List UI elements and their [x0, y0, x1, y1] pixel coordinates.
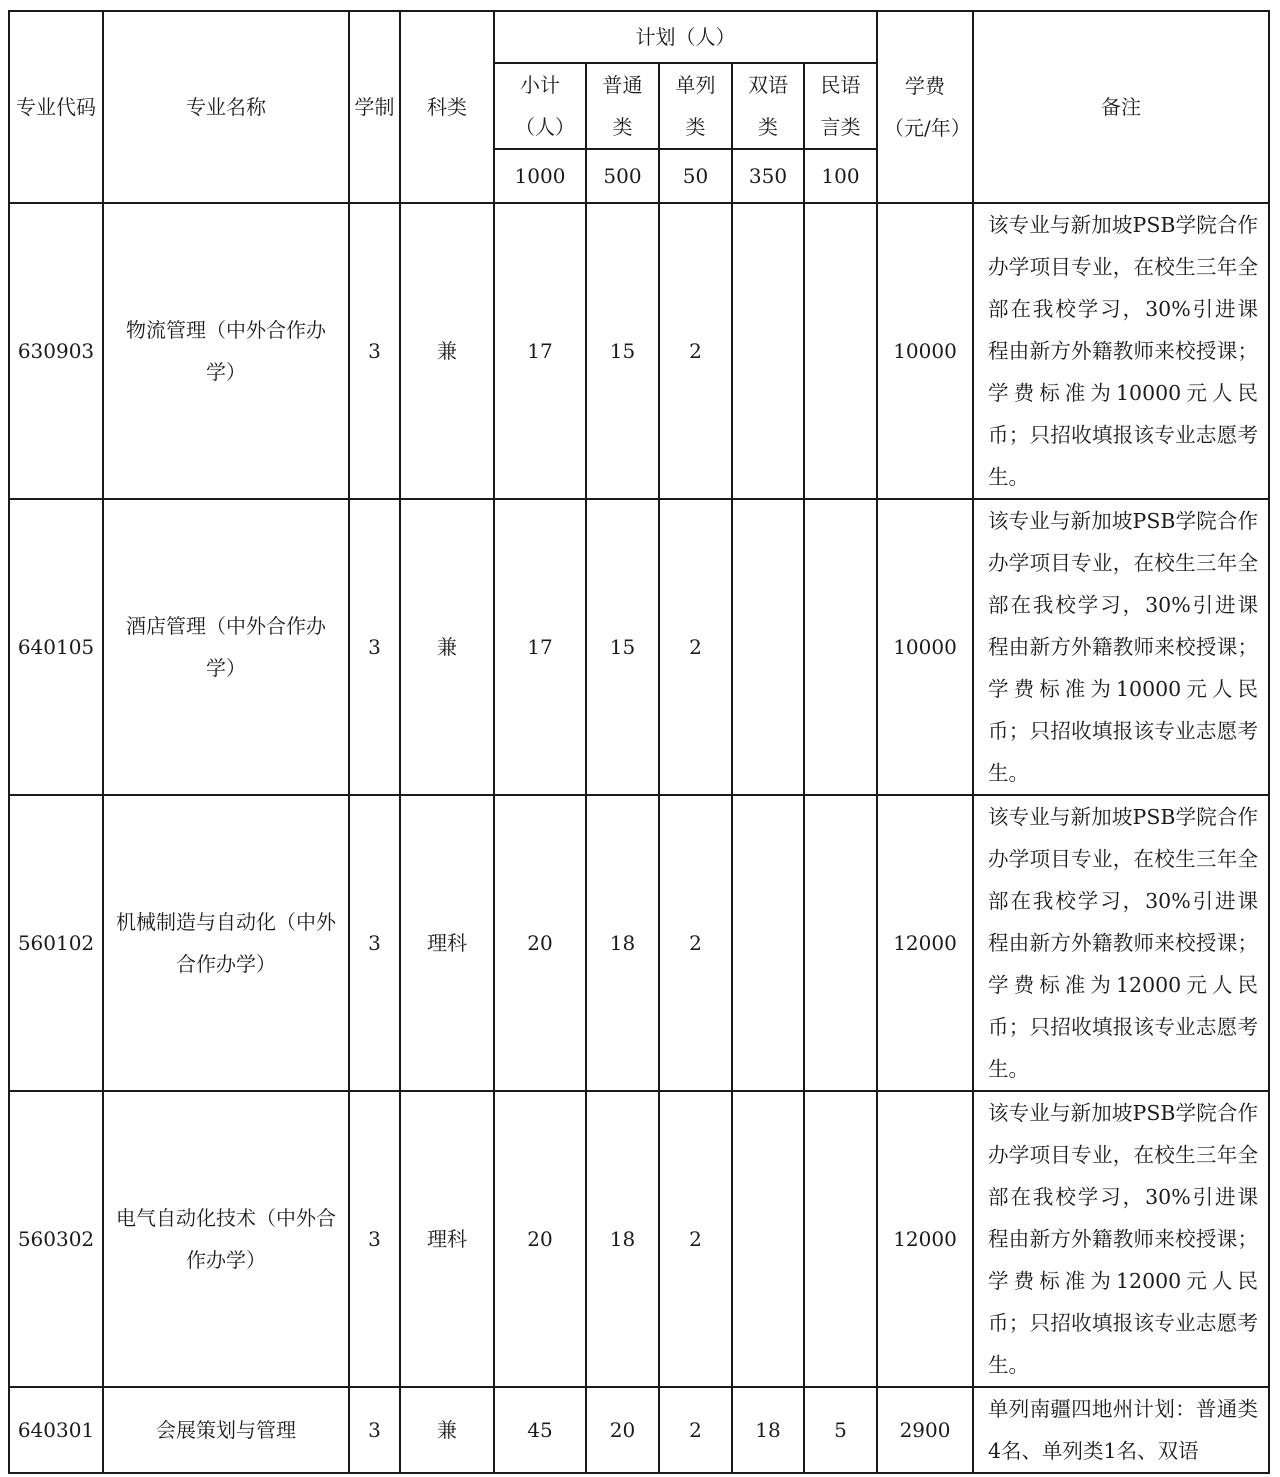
header-subtotal: 小计（人）: [494, 63, 586, 149]
row-category: 理科: [400, 795, 494, 1091]
table-row: [9, 1387, 1269, 1473]
header-separate: 单列类: [659, 63, 732, 149]
row-minority: [804, 499, 877, 795]
total-minority: 100: [804, 149, 877, 203]
row-minority: [804, 795, 877, 1091]
header-duration: 学制: [349, 11, 400, 203]
row-bilingual: [732, 203, 804, 499]
header-code: 专业代码: [9, 11, 103, 203]
header-bilingual: 双语类: [732, 63, 804, 149]
row-regular: 20: [586, 1387, 659, 1473]
row-duration: 3: [349, 1387, 400, 1473]
row-separate: 2: [659, 499, 732, 795]
row-category: 兼: [400, 203, 494, 499]
header-name: 专业名称: [103, 11, 349, 203]
header-regular: 普通类: [586, 63, 659, 149]
table-row: [9, 795, 1269, 1091]
row-tuition: 10000: [877, 203, 973, 499]
table-row: [9, 1091, 1269, 1387]
row-tuition: 12000: [877, 1091, 973, 1387]
row-subtotal: 45: [494, 1387, 586, 1473]
row-minority: [804, 1091, 877, 1387]
total-separate: 50: [659, 149, 732, 203]
row-code: 560102: [9, 795, 103, 1091]
row-separate: 2: [659, 1091, 732, 1387]
row-duration: 3: [349, 499, 400, 795]
total-regular: 500: [586, 149, 659, 203]
header-category: 科类: [400, 11, 494, 203]
row-tuition: 12000: [877, 795, 973, 1091]
row-code: 560302: [9, 1091, 103, 1387]
row-subtotal: 17: [494, 203, 586, 499]
row-duration: 3: [349, 203, 400, 499]
enrollment-plan-table: [8, 10, 1270, 1474]
row-code: 630903: [9, 203, 103, 499]
row-name: 机械制造与自动化（中外合作办学）: [103, 795, 349, 1091]
row-category: 兼: [400, 499, 494, 795]
row-regular: 18: [586, 795, 659, 1091]
header-remarks: 备注: [973, 11, 1269, 203]
row-code: 640301: [9, 1387, 103, 1473]
row-separate: 2: [659, 203, 732, 499]
row-bilingual: [732, 795, 804, 1091]
total-bilingual: 350: [732, 149, 804, 203]
row-regular: 15: [586, 203, 659, 499]
row-subtotal: 17: [494, 499, 586, 795]
row-name: 电气自动化技术（中外合作办学）: [103, 1091, 349, 1387]
row-duration: 3: [349, 795, 400, 1091]
row-separate: 2: [659, 795, 732, 1091]
row-subtotal: 20: [494, 1091, 586, 1387]
row-category: 理科: [400, 1091, 494, 1387]
table-row: [9, 203, 1269, 499]
row-bilingual: [732, 1091, 804, 1387]
row-tuition: 2900: [877, 1387, 973, 1473]
row-name: 物流管理（中外合作办学）: [103, 203, 349, 499]
header-minority: 民语言类: [804, 63, 877, 149]
row-tuition: 10000: [877, 499, 973, 795]
row-remarks: 该专业与新加坡PSB学院合作办学项目专业，在校生三年全部在我校学习，30%引进课程由新方外籍教师来校授课；学费标准为10000元人民币；只招收填报该专业志愿考生。: [973, 499, 1269, 795]
row-subtotal: 20: [494, 795, 586, 1091]
row-bilingual: 18: [732, 1387, 804, 1473]
row-minority: 5: [804, 1387, 877, 1473]
row-name: 酒店管理（中外合作办学）: [103, 499, 349, 795]
total-subtotal: 1000: [494, 149, 586, 203]
header-tuition: 学费（元/年）: [877, 11, 973, 203]
row-remarks: 该专业与新加坡PSB学院合作办学项目专业，在校生三年全部在我校学习，30%引进课程由新方外籍教师来校授课；学费标准为10000元人民币；只招收填报该专业志愿考生。: [973, 203, 1269, 499]
row-bilingual: [732, 499, 804, 795]
row-regular: 18: [586, 1091, 659, 1387]
row-name: 会展策划与管理: [103, 1387, 349, 1473]
row-separate: 2: [659, 1387, 732, 1473]
row-remarks: 单列南疆四地州计划：普通类4名、单列类1名、双语: [973, 1387, 1269, 1473]
row-category: 兼: [400, 1387, 494, 1473]
row-remarks: 该专业与新加坡PSB学院合作办学项目专业，在校生三年全部在我校学习，30%引进课程由新方外籍教师来校授课；学费标准为12000元人民币；只招收填报该专业志愿考生。: [973, 1091, 1269, 1387]
header-plan: 计划（人）: [494, 11, 877, 63]
table-row: [9, 499, 1269, 795]
row-code: 640105: [9, 499, 103, 795]
row-regular: 15: [586, 499, 659, 795]
row-remarks: 该专业与新加坡PSB学院合作办学项目专业，在校生三年全部在我校学习，30%引进课程由新方外籍教师来校授课；学费标准为12000元人民币；只招收填报该专业志愿考生。: [973, 795, 1269, 1091]
header-row-1: [9, 11, 1269, 63]
row-duration: 3: [349, 1091, 400, 1387]
row-minority: [804, 203, 877, 499]
